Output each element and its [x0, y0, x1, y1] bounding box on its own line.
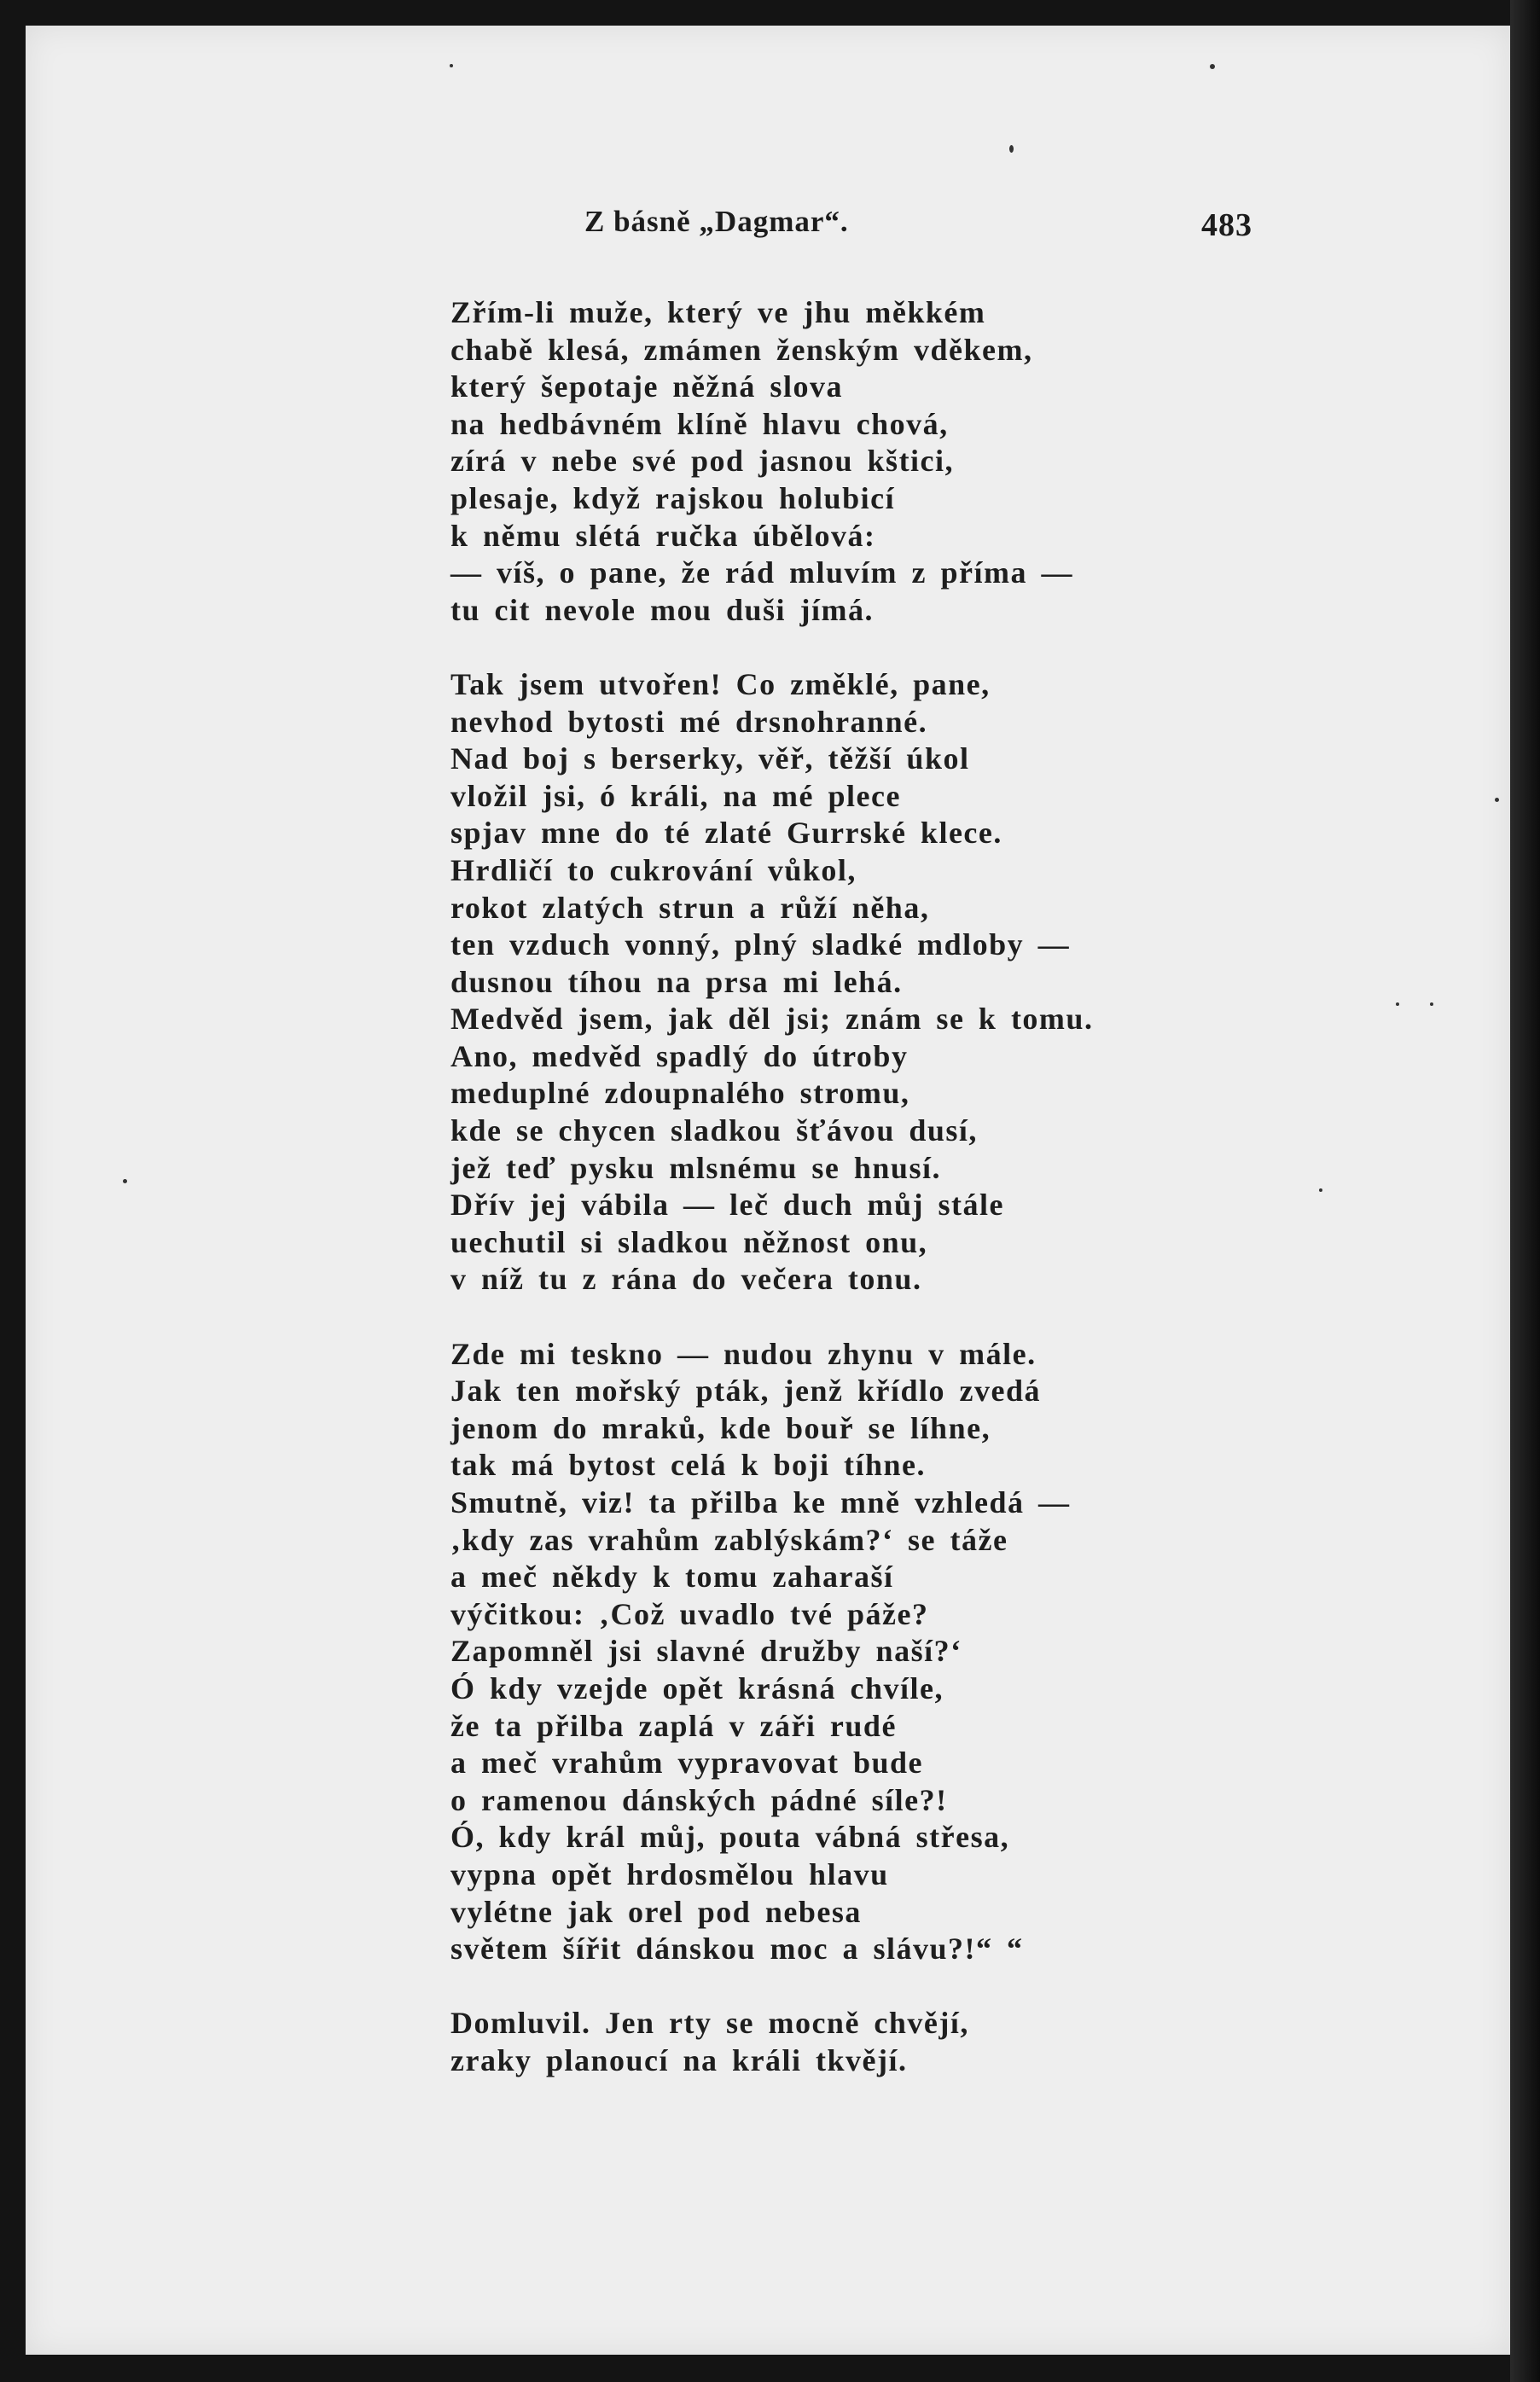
poem-line: ten vzduch vonný, plný sladké mdloby —	[450, 927, 1071, 962]
poem-line: uechutil si sladkou něžnost onu,	[450, 1224, 928, 1259]
poem-line: meduplné zdoupnalého stromu,	[450, 1076, 910, 1111]
poem-line: Zřím-li muže, který ve jhu měkkém	[450, 295, 986, 329]
poem-line: Jak ten mořský pták, jenž křídlo zvedá	[450, 1374, 1042, 1409]
poem-line: vypna opět hrdosmělou hlavu	[450, 1856, 889, 1891]
dust-speck	[1009, 145, 1014, 153]
poem-text	[450, 294, 1423, 2117]
poem-line: ‚kdy zas vrahům zablýskám?‘ se táže	[450, 1522, 1008, 1557]
poem-line: zírá v nebe své pod jasnou kštici,	[450, 444, 955, 479]
page-edge-shadow	[1510, 0, 1540, 2382]
poem-line: tak má bytost celá k boji tíhne.	[450, 1448, 927, 1483]
poem-line: Ó kdy vzejde opět krásná chvíle,	[450, 1670, 944, 1705]
dust-speck	[1430, 1002, 1433, 1006]
dust-speck	[450, 64, 453, 67]
poem-line: Medvěd jsem, jak děl jsi; znám se k tomu.	[450, 1002, 1094, 1037]
poem-line: který šepotaje něžná slova	[450, 369, 843, 404]
poem-line: rokot zlatých strun a růží něha,	[450, 890, 930, 925]
poem-line: a meč vrahům vypravovat bude	[450, 1746, 923, 1781]
poem-line: jenom do mraků, kde bouř se líhne,	[450, 1410, 991, 1445]
poem-line: vylétne jak orel pod nebesa	[450, 1894, 862, 1929]
poem-line: v níž tu z rána do večera tonu.	[450, 1262, 922, 1297]
dust-speck	[1210, 64, 1215, 69]
poem-line: a meč někdy k tomu zaharaší	[450, 1560, 894, 1595]
poem-line: zraky planoucí na králi tkvějí.	[450, 2042, 908, 2077]
stanza	[450, 2005, 1423, 2079]
poem-line: nevhod bytosti mé drsnohranné.	[450, 704, 928, 739]
poem-line: na hedbávném klíně hlavu chová,	[450, 406, 949, 441]
poem-line: že ta přilba zaplá v záři rudé	[450, 1708, 897, 1743]
poem-line: Zapomněl jsi slavné družby naší?‘	[450, 1634, 962, 1669]
poem-line: Smutně, viz! ta přilba ke mně vzhledá —	[450, 1485, 1071, 1519]
poem-line: Domluvil. Jen rty se mocně chvějí,	[450, 2006, 969, 2041]
poem-line: — víš, o pane, že rád mluvím z přímа —	[450, 555, 1073, 590]
stanza	[450, 1336, 1423, 1968]
dust-speck	[1495, 798, 1499, 802]
poem-line: tu cit nevole mou duši jímá.	[450, 592, 875, 627]
poem-line: Nad boj s berserky, věř, těžší úkol	[450, 741, 970, 776]
stanza	[450, 294, 1423, 629]
stanza	[450, 666, 1423, 1298]
poem-line: výčitkou: ‚Což uvadlo tvé páže?	[450, 1596, 929, 1631]
poem-line: spjav mne do té zlaté Gurrské klece.	[450, 816, 1002, 851]
poem-line: jež teď pysku mlsnému se hnusí.	[450, 1150, 941, 1185]
poem-line: Dřív jej vábila — leč duch můj stále	[450, 1188, 1004, 1223]
dust-speck	[123, 1179, 127, 1183]
poem-line: k němu slétá ručka úbělová:	[450, 518, 876, 553]
page-number: 483	[1201, 207, 1252, 243]
poem-line: světem šířit dánskou moc a slávu?!“ “	[450, 1932, 1024, 1967]
poem-line: kde se chycen sladkou šťávou dusí,	[450, 1113, 978, 1148]
poem-line: Ó, kdy král můj, pouta vábná střesa,	[450, 1820, 1010, 1855]
poem-line: plesaje, když rajskou holubicí	[450, 480, 896, 515]
poem-line: dusnou tíhou na prsa mi lehá.	[450, 964, 903, 999]
poem-line: Ano, medvěd spadlý do útroby	[450, 1038, 909, 1073]
poem-line: Tak jsem utvořen! Co změklé, pane,	[450, 666, 991, 701]
running-title: Z básně „Dagmar“.	[584, 205, 849, 238]
poem-line: Zde mi teskno — nudou zhynu v mále.	[450, 1336, 1037, 1371]
poem-line: o ramenou dánských pádné síle?!	[450, 1782, 948, 1817]
running-header	[0, 205, 1540, 256]
poem-line: Hrdličí to cukrování vůkol,	[450, 852, 857, 887]
poem-line: vložil jsi, ó králi, na mé plece	[450, 778, 901, 813]
poem-line: chabě klesá, zmámen ženským vděkem,	[450, 332, 1033, 367]
